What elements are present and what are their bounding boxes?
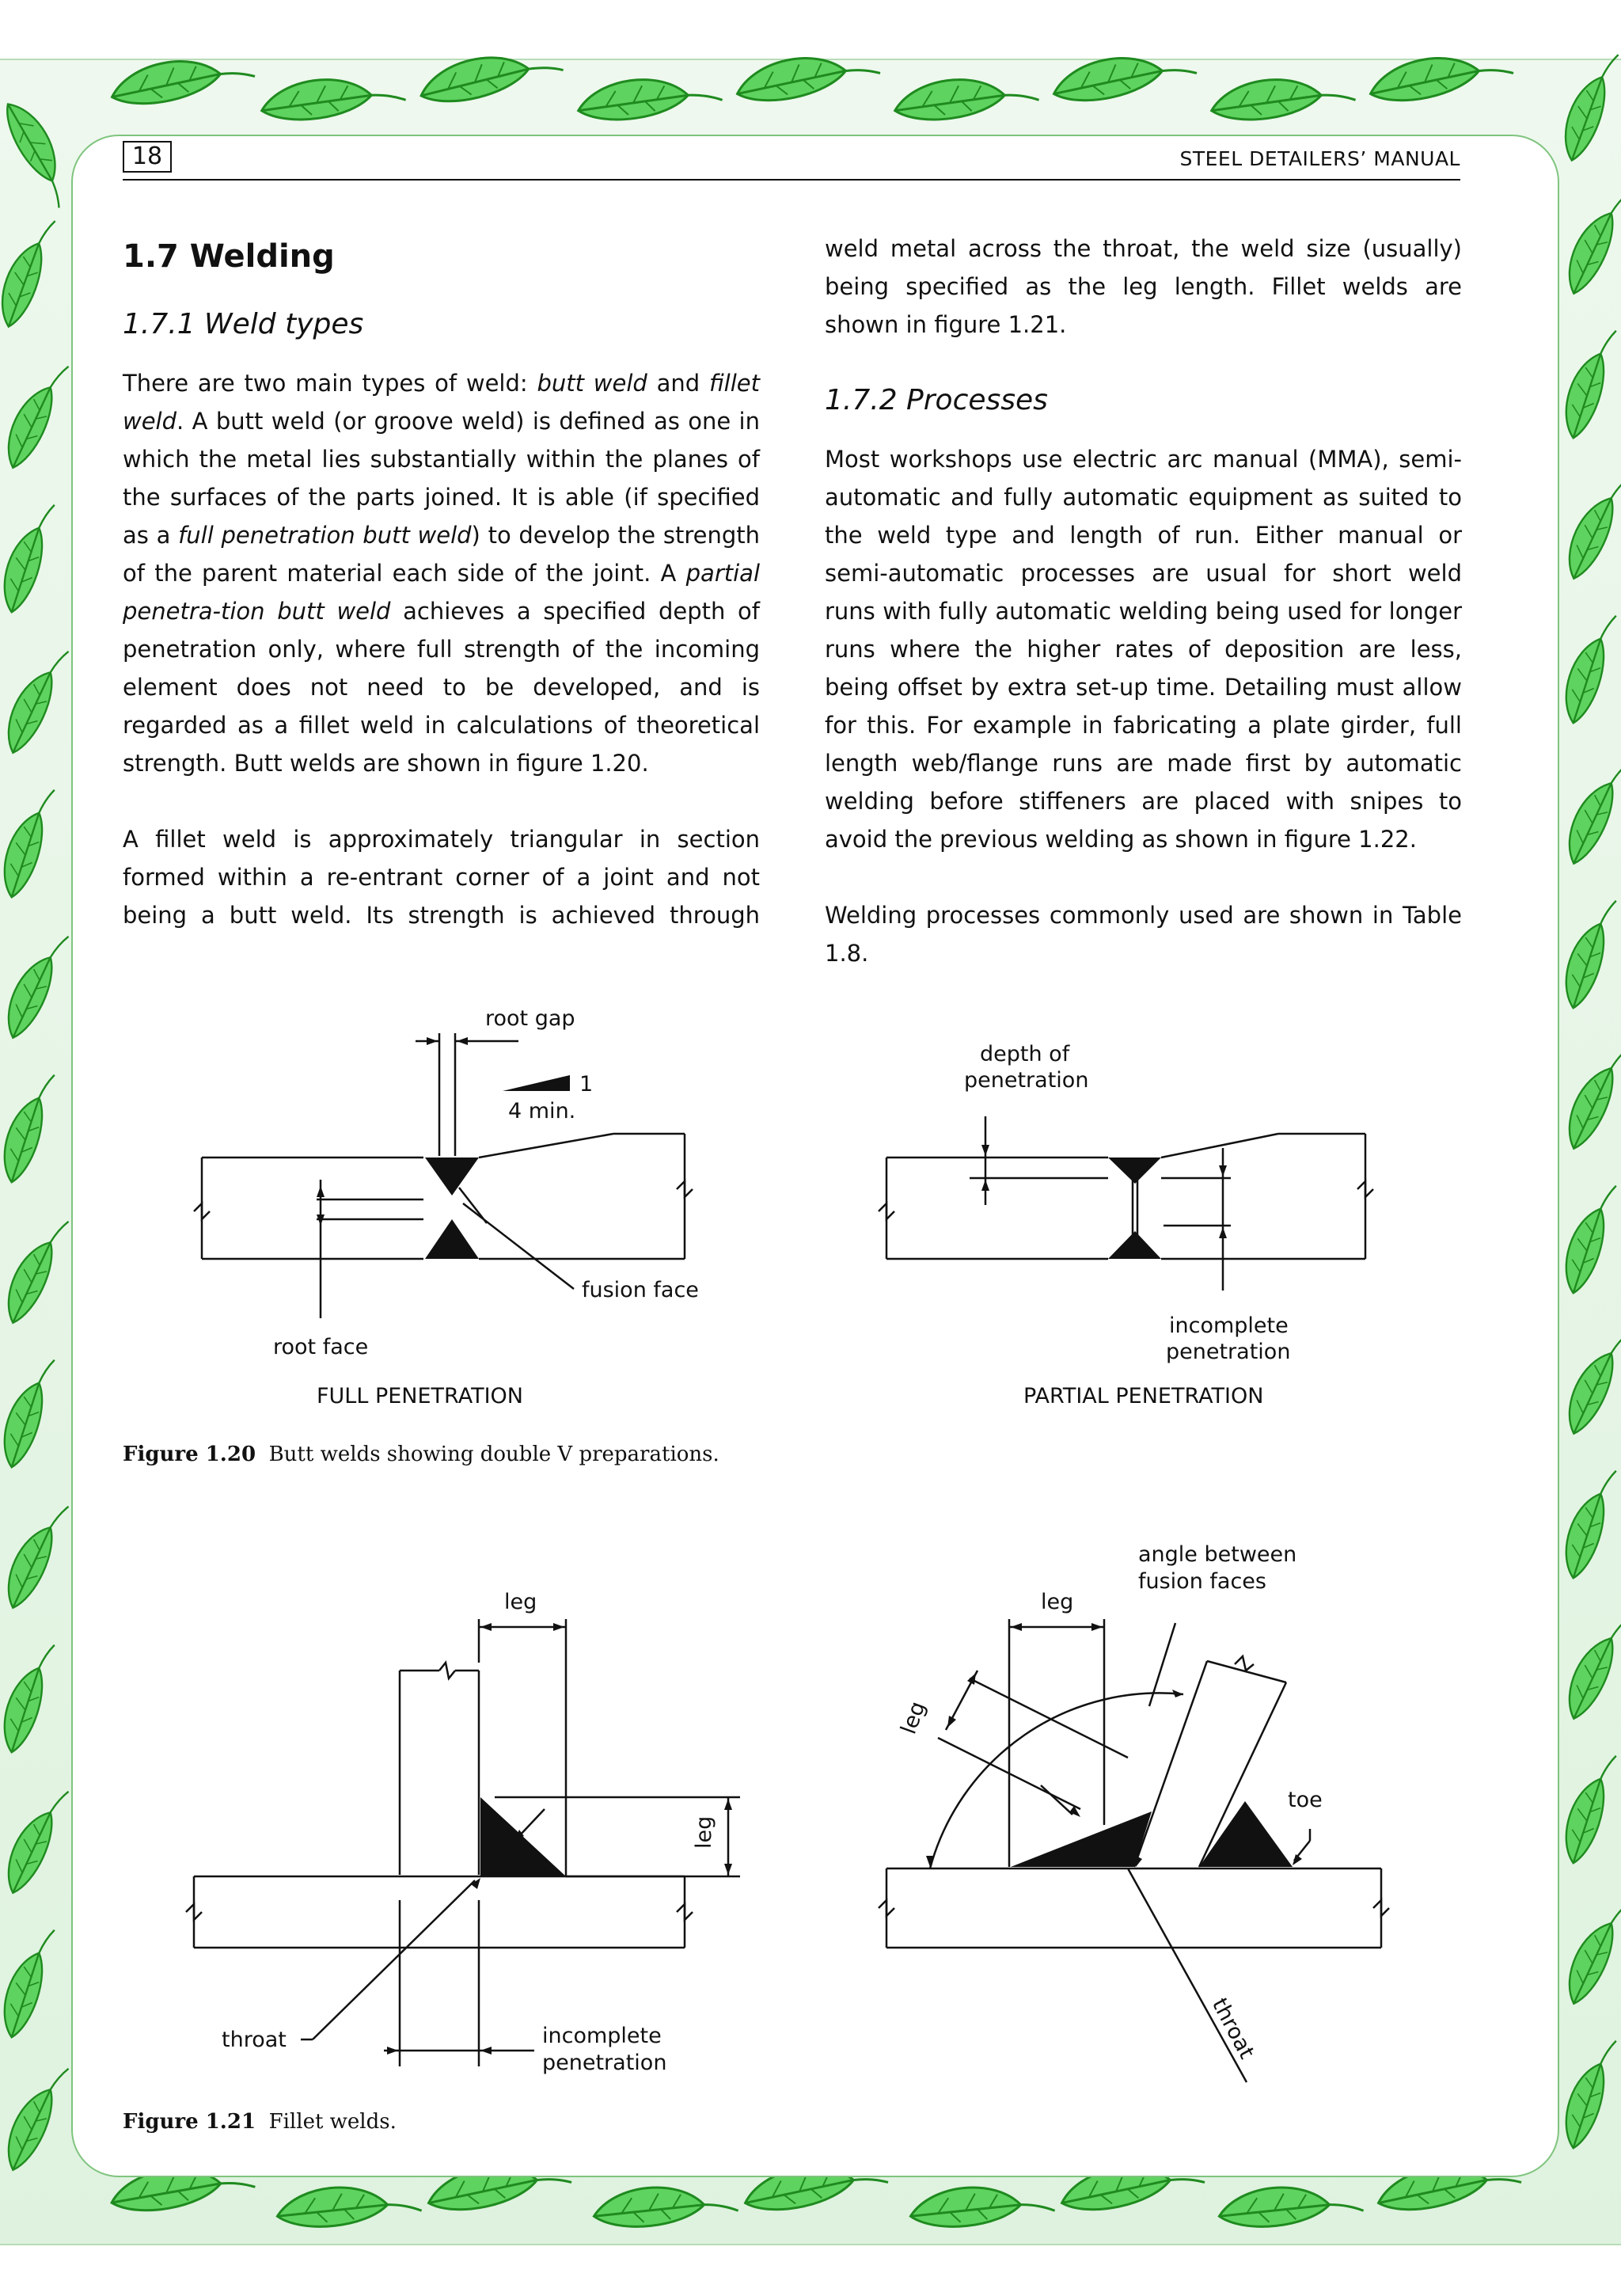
paragraph-fillet-weld: A fillet weld is approximately triangular in section formed within a re-entrant corner of a joint and not being a butt weld. Its strength is achieved through [123, 826, 760, 929]
subsection-title-weld-types: 1.7.1 Weld types [123, 308, 364, 340]
subsection-title-processes: 1.7.2 Processes [825, 384, 1048, 416]
text-column-right [825, 230, 1462, 972]
page-number: 18 [123, 141, 172, 173]
label-partial-penetration: PARTIAL PENETRATION [1023, 1384, 1264, 1408]
term-partial-penetration: partial penetra-tion butt weld [123, 560, 760, 625]
term-full-penetration: full penetration butt weld [178, 522, 472, 549]
text-run: ) to develop the strength of the parent material each side of the joint. A [123, 522, 761, 587]
text-run: . A butt weld (or groove weld) is defined as one in which the metal lies substantially within the planes of the surfaces of the parts joined. It is able (if specified as a [123, 408, 760, 549]
label-incomplete-penetration: penetration [1166, 1340, 1291, 1364]
label-leg-top-left: leg [504, 1590, 537, 1614]
label-ratio-1: 1 [579, 1072, 594, 1097]
label-toe: toe [1288, 1788, 1323, 1812]
label-leg-side-right: leg [896, 1698, 931, 1738]
label-throat-left: throat [222, 2028, 287, 2052]
paragraph-weld-types [123, 364, 760, 782]
label-root-gap: root gap [485, 1006, 575, 1031]
label-ratio-min: 4 min. [508, 1099, 576, 1123]
label-incomplete: incomplete [1169, 1313, 1289, 1338]
label-penetration: penetration [964, 1068, 1089, 1093]
label-depth-of: depth of [980, 1042, 1070, 1066]
weld-bead-top [425, 1158, 479, 1196]
fillet-weld-toe [1199, 1801, 1293, 1867]
running-head: STEEL DETAILERS’ MANUAL [1179, 147, 1460, 170]
weld-bead-top-partial [1108, 1158, 1161, 1184]
caption-figure-1-20 [123, 1443, 719, 1466]
caption-text: Fillet welds. [268, 2110, 397, 2134]
page-header [123, 139, 1460, 181]
label-angle-between: angle between [1138, 1542, 1297, 1567]
fillet-weld-left [480, 1797, 566, 1876]
label-incomplete-penetration-left: penetration [542, 2051, 667, 2075]
caption-figure-1-21 [123, 2110, 397, 2134]
text-run: and [647, 370, 709, 397]
section-title: 1.7 Welding [123, 238, 335, 275]
paragraph-fillet-weld-continued: weld metal across the throat, the weld size (usually) being specified as the leg length. Fillet welds are shown in figure 1.21. [825, 235, 1462, 338]
text-run: There are two main types of weld: [123, 370, 537, 397]
paragraph-processes: Most workshops use electric arc manual (MMA), semi-automatic and fully automatic equipment as suited to the weld type and length of run. Either manual or semi-automatic processes are usual for short weld runs with fully automatic welding being used for longer runs where the higher rates of deposition are less, being offset by extra set-up time. Detailing must allow for this. For example in fabricating a plate girder, full length web/flange runs are made first by automatic welding before stiffeners are placed with snipes to avoid the previous welding as shown in figure 1.22. [825, 446, 1462, 853]
caption-number: Figure 1.20 [123, 1443, 256, 1466]
text-run: achieves a specified depth of penetration only, where full strength of the incoming element does not need to be developed, and is regarded as a fillet weld in calculations of theoretical strength. Butt welds are shown in figure 1.20. [123, 598, 760, 777]
caption-text: Butt welds showing double V preparations. [268, 1443, 719, 1466]
label-fusion-faces: fusion faces [1138, 1569, 1266, 1594]
figure-1-21-fillet-welds [123, 1528, 1460, 2114]
text-column-left [123, 230, 760, 934]
weld-bead-bottom [425, 1219, 479, 1259]
figure-1-20-butt-welds [123, 990, 1460, 1417]
paragraph-table-ref: Welding processes commonly used are shown in Table 1.8. [825, 902, 1462, 967]
label-fusion-face: fusion face [582, 1278, 699, 1302]
term-butt-weld: butt weld [537, 370, 647, 397]
weld-bead-bottom-partial [1108, 1231, 1161, 1259]
slope-wedge [503, 1075, 570, 1091]
term-fillet-weld: fillet weld [123, 370, 761, 435]
label-leg-top-right: leg [1041, 1590, 1074, 1614]
label-root-face: root face [273, 1335, 369, 1359]
fillet-weld-right [1011, 1811, 1152, 1867]
label-incomplete-left: incomplete [542, 2024, 662, 2048]
label-full-penetration: FULL PENETRATION [317, 1384, 523, 1408]
caption-number: Figure 1.21 [123, 2110, 256, 2134]
label-throat-right: throat [1206, 1994, 1259, 2063]
label-leg-side-left: leg [692, 1815, 716, 1849]
